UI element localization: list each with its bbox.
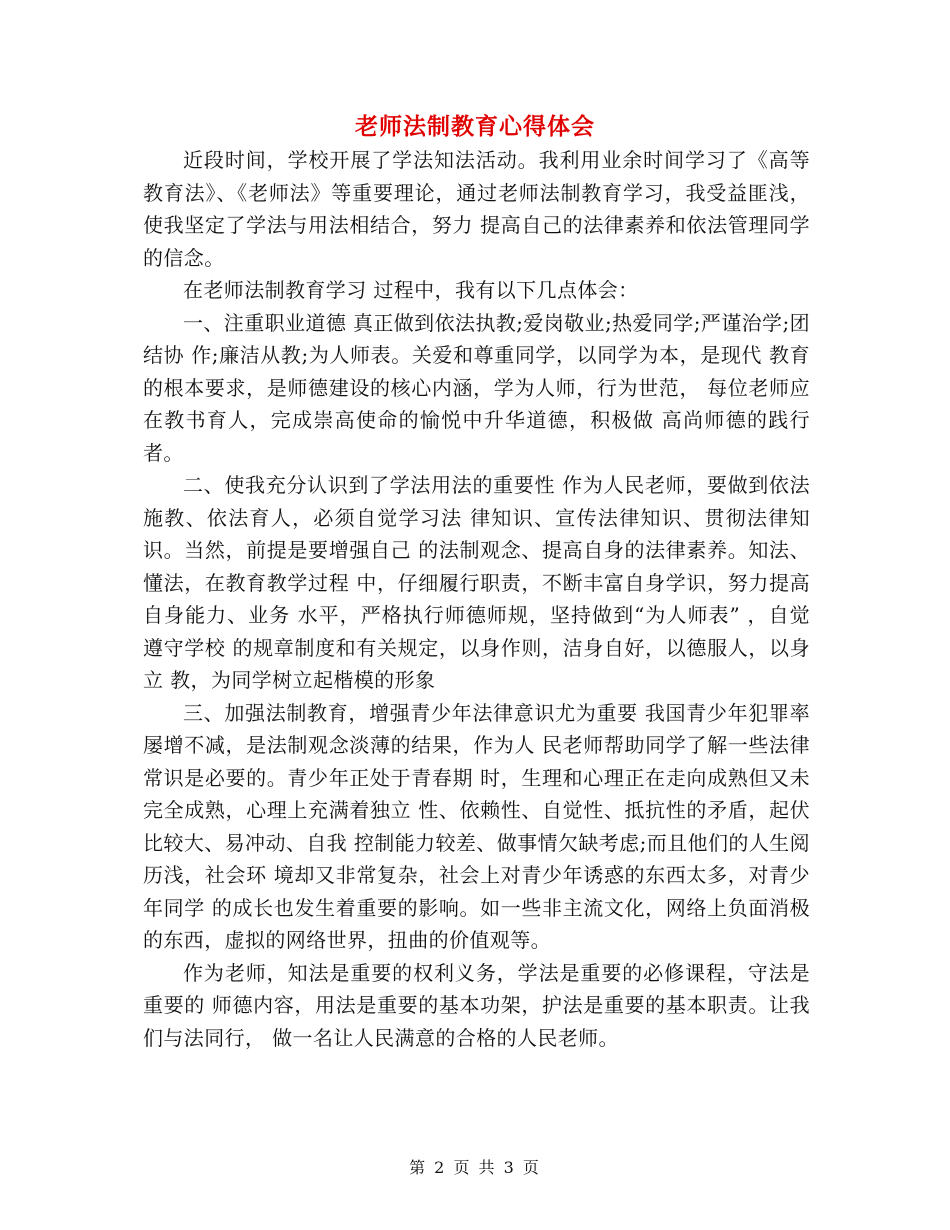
page-number-footer: 第 2 页 共 3 页 xyxy=(409,1158,541,1177)
document-body xyxy=(143,144,810,1054)
paragraph-point-2: 二、使我充分认识到了学法用法的重要性 作为人民老师，要做到依法施教、依法育人，必须自觉学习法 律知识、宣传法律知识、贯彻法律知识。当然，前提是要增强自己 的法制观念、提高自身的法律素养。知法、懂法，在教育教学过程 中，仔细履行职责，不断丰富自身学识，努力提高自身能力、业务 水平，严格执行师德师规，坚持做到“为人师表” ，自觉遵守学校 的规章制度和有关规定，以身作则，洁身自好，以德服人，以身立 教，为同学树立起楷模的形象 xyxy=(143,473,810,692)
paragraph-intro: 近段时间，学校开展了学法知法活动。我利用业余时间学习了《高等教育法》、《老师法》等重要理论，通过老师法制教育学习，我受益匪浅，使我坚定了学法与用法相结合，努力 提高自己的法律素养和依法管理同学的信念。 xyxy=(143,148,810,270)
paragraph-conclusion: 作为老师，知法是重要的权利义务，学法是重要的必修课程，守法是重要的 师德内容，用法是重要的基本功架，护法是重要的基本职责。让我们与法同行， 做一名让人民满意的合格的人民老师。 xyxy=(143,960,810,1050)
paragraph-point-1: 一、注重职业道德 真正做到依法执教;爱岗敬业;热爱同学;严谨治学;团结协 作;廉洁从教;为人师表。关爱和尊重同学，以同学为本，是现代 教育的根本要求，是师德建设的核心内涵，学为人师，行为世范， 每位老师应在教书育人，完成崇高使命的愉悦中升华道德，积极做 高尚师德的践行者。 xyxy=(143,310,810,465)
paragraph-lead: 在老师法制教育学习 过程中，我有以下几点体会： xyxy=(183,278,639,302)
paragraph-point-3: 三、加强法制教育，增强青少年法律意识尤为重要 我国青少年犯罪率屡增不减，是法制观念淡薄的结果，作为人 民老师帮助同学了解一些法律常识是必要的。青少年正处于青春期 时，生理和心理正在走向成熟但又未完全成熟，心理上充满着独立 性、依赖性、自觉性、抵抗性的矛盾，起伏比较大、易冲动、自我 控制能力较差、做事情欠缺考虑;而且他们的人生阅历浅，社会环 境却又非常复杂，社会上对青少年诱惑的东西太多，对青少年同学 的成长也发生着重要的影响。如一些非主流文化，网络上负面消极 的东西，虚拟的网络世界，扭曲的价值观等。 xyxy=(143,700,810,952)
page-title: 老师法制教育心得体会 xyxy=(355,113,595,140)
